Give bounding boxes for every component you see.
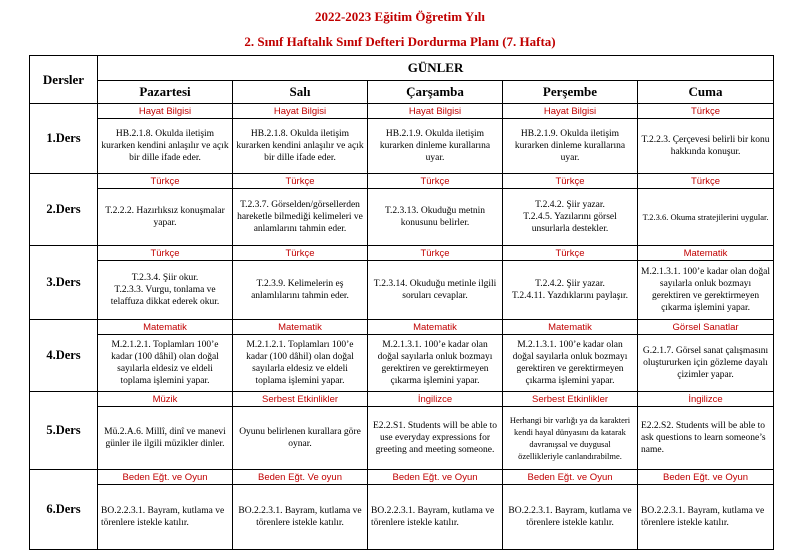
objective-cell <box>503 261 638 320</box>
objective-text: HB.2.1.9. Okulda iletişim kurarken dinleme kurallarına uyar. <box>514 129 626 163</box>
days-group-header: GÜNLER <box>98 56 774 81</box>
lesson-label: 5.Ders <box>30 392 98 470</box>
objective-text: BO.2.2.3.1. Bayram, kutlama ve törenlere istekle katılır. <box>101 506 225 528</box>
objective-cell <box>368 407 503 470</box>
objective-text: E2.2.S2. Students will be able to ask questions to learn someone’s name. <box>641 421 766 455</box>
objective-text: BO.2.2.3.1. Bayram, kutlama ve törenlere istekle katılır. <box>238 506 362 528</box>
objective-text: T.2.2.3. Çerçevesi belirli bir konu hakkında konuşur. <box>641 135 770 157</box>
subject-cell: Beden Eğt. ve Oyun <box>98 470 233 485</box>
objective-text: T.2.3.9. Kelimelerin eş anlamlılarını tahmin eder. <box>251 279 349 301</box>
objective-cell <box>638 189 774 246</box>
lesson-label: 6.Ders <box>30 470 98 550</box>
objective-text: Oyunu belirlenen kurallara göre oynar. <box>239 427 361 449</box>
objective-cell <box>98 119 233 174</box>
subject-cell: Beden Eğt. ve Oyun <box>368 470 503 485</box>
subject-cell: Matematik <box>98 320 233 335</box>
lesson-label: 2.Ders <box>30 174 98 246</box>
lesson-label: 4.Ders <box>30 320 98 392</box>
lesson-label: 1.Ders <box>30 104 98 174</box>
objective-cell <box>368 485 503 550</box>
day-header-sali: Salı <box>233 81 368 104</box>
objective-cell <box>368 189 503 246</box>
objective-text: BO.2.2.3.1. Bayram, kutlama ve törenlere istekle katılır. <box>641 506 765 528</box>
objective-cell <box>638 335 774 392</box>
objective-text: T.2.3.7. Görselden/görsellerden hareketle bilmediği kelimeleri ve anlamlarını tahmin eder. <box>237 200 363 234</box>
subject-cell: Türkçe <box>638 104 774 119</box>
subject-cell: Türkçe <box>233 246 368 261</box>
subject-cell: Beden Eğt. Ve oyun <box>233 470 368 485</box>
lesson-subject-row <box>30 104 774 119</box>
subject-cell: Hayat Bilgisi <box>368 104 503 119</box>
objective-text: E2.2.S1. Students will be able to use everyday expressions for greeting and meeting someone. <box>372 421 498 455</box>
plan-title: 2. Sınıf Haftalık Sınıf Defteri Dordurma Planı (7. Hafta) <box>244 34 556 49</box>
objective-cell <box>233 119 368 174</box>
lesson-subject-row <box>30 470 774 485</box>
objective-cell <box>638 119 774 174</box>
objective-text: HB.2.1.8. Okulda iletişim kurarken kendini anlaşılır ve açık bir dille ifade eder. <box>236 129 364 163</box>
weekly-plan-table <box>29 55 774 550</box>
objective-cell <box>503 407 638 470</box>
objective-text: M.2.1.2.1. Toplamları 100’e kadar (100 dâhil) olan doğal sayılarla eldesiz ve eldeli toplama işlemini yapar. <box>246 340 354 386</box>
objective-cell <box>98 407 233 470</box>
objective-cell <box>98 335 233 392</box>
subject-cell: Hayat Bilgisi <box>233 104 368 119</box>
subject-cell: Türkçe <box>368 246 503 261</box>
day-header-pazartesi: Pazartesi <box>98 81 233 104</box>
objective-text: M.2.1.2.1. Toplamları 100’e kadar (100 dâhil) olan doğal sayılarla eldesiz ve eldeli toplama işlemini yapar. <box>111 340 219 386</box>
day-header-persembe: Perşembe <box>503 81 638 104</box>
lesson-content-row <box>30 407 774 470</box>
year-title: 2022-2023 Eğitim Öğretim Yılı <box>314 9 486 24</box>
objective-cell <box>503 189 638 246</box>
objective-cell <box>98 485 233 550</box>
subject-cell: Müzik <box>98 392 233 407</box>
subject-cell: Türkçe <box>98 174 233 189</box>
objective-text: HB.2.1.9. Okulda iletişim kurarken dinleme kurallarına uyar. <box>379 129 491 163</box>
objective-cell <box>368 335 503 392</box>
subject-cell: İngilizce <box>368 392 503 407</box>
lesson-content-row <box>30 335 774 392</box>
subject-cell: Türkçe <box>503 246 638 261</box>
subject-cell: Türkçe <box>503 174 638 189</box>
objective-cell <box>233 485 368 550</box>
objective-cell <box>638 485 774 550</box>
lesson-content-row <box>30 261 774 320</box>
objective-text: T.2.3.6. Okuma stratejilerini uygular. <box>642 212 769 222</box>
day-header-carsamba: Çarşamba <box>368 81 503 104</box>
subject-cell: Hayat Bilgisi <box>98 104 233 119</box>
lesson-content-row <box>30 485 774 550</box>
objective-text: M.2.1.3.1. 100’e kadar olan doğal sayılarla onluk bozmayı gerektiren ve gerektirmeyen çıkarma işlemini yapar. <box>512 340 628 386</box>
objective-text: T.2.3.4. Şiir okur. T.2.3.3. Vurgu, tonlama ve telaffuza dikkat ederek okur. <box>110 273 220 307</box>
subject-cell: Türkçe <box>98 246 233 261</box>
subject-cell: Matematik <box>368 320 503 335</box>
objective-cell <box>503 119 638 174</box>
objective-text: T.2.3.14. Okuduğu metinle ilgili soruları cevaplar. <box>373 279 497 301</box>
subject-cell: Serbest Etkinlikler <box>503 392 638 407</box>
subject-cell: Matematik <box>638 246 774 261</box>
objective-cell <box>638 407 774 470</box>
lesson-subject-row <box>30 392 774 407</box>
objective-text: M.2.1.3.1. 100’e kadar olan doğal sayılarla onluk bozmayı gerektiren ve gerektirmeyen çıkarma işlemini yapar. <box>377 340 493 386</box>
subject-cell: Türkçe <box>638 174 774 189</box>
objective-cell <box>98 189 233 246</box>
objective-cell <box>368 261 503 320</box>
objective-text: BO.2.2.3.1. Bayram, kutlama ve törenlere istekle katılır. <box>371 506 495 528</box>
lesson-subject-row <box>30 320 774 335</box>
subject-cell: Beden Eğt. ve Oyun <box>503 470 638 485</box>
day-header-cuma: Cuma <box>638 81 774 104</box>
objective-cell <box>503 485 638 550</box>
objective-text: Herhangi bir varlığı ya da karakteri kendi hayal dünyasını da katarak davranışsal ve duygusal özellikleriyle canlandırabilme. <box>509 415 631 461</box>
subject-cell: Türkçe <box>233 174 368 189</box>
subject-cell: Hayat Bilgisi <box>503 104 638 119</box>
objective-cell <box>233 335 368 392</box>
objective-text: M.2.1.3.1. 100’e kadar olan doğal sayılarla onluk bozmayı gerektiren ve gerektirmeyen çıkarma işlemini yapar. <box>641 267 771 313</box>
objective-text: T.2.4.2. Şiir yazar. T.2.4.11. Yazdıklarını paylaşır. <box>511 279 629 301</box>
objective-text: T.2.2.2. Hazırlıksız konuşmalar yapar. <box>105 206 225 228</box>
objective-text: G.2.1.7. Görsel sanat çalışmasını oluştururken için gözleme dayalı çizimler yapar. <box>642 346 769 380</box>
objective-text: T.2.4.2. Şiir yazar. T.2.4.5. Yazılarını görsel unsurlarla destekler. <box>523 200 617 234</box>
lesson-subject-row <box>30 246 774 261</box>
subject-cell: Görsel Sanatlar <box>638 320 774 335</box>
objective-cell <box>98 261 233 320</box>
subject-cell: Matematik <box>233 320 368 335</box>
objective-cell <box>503 335 638 392</box>
objective-cell <box>233 407 368 470</box>
subject-cell: Matematik <box>503 320 638 335</box>
objective-cell <box>233 189 368 246</box>
subject-cell: Serbest Etkinlikler <box>233 392 368 407</box>
lesson-subject-row <box>30 174 774 189</box>
subject-cell: İngilizce <box>638 392 774 407</box>
lesson-content-row <box>30 119 774 174</box>
subject-cell: Beden Eğt. ve Oyun <box>638 470 774 485</box>
lesson-content-row <box>30 189 774 246</box>
objective-text: T.2.3.13. Okuduğu metnin konusunu belirler. <box>384 206 486 228</box>
objective-text: HB.2.1.8. Okulda iletişim kurarken kendini anlaşılır ve açık bir dille ifade eder. <box>101 129 229 163</box>
objective-cell <box>233 261 368 320</box>
objective-cell <box>368 119 503 174</box>
objective-cell <box>638 261 774 320</box>
objective-text: BO.2.2.3.1. Bayram, kutlama ve törenlere istekle katılır. <box>508 506 632 528</box>
corner-header: Dersler <box>30 56 98 104</box>
subject-cell: Türkçe <box>368 174 503 189</box>
lesson-label: 3.Ders <box>30 246 98 320</box>
objective-text: Mü.2.A.6. Millî, dinî ve manevi günler ile ilgili müzikler dinler. <box>104 427 226 449</box>
